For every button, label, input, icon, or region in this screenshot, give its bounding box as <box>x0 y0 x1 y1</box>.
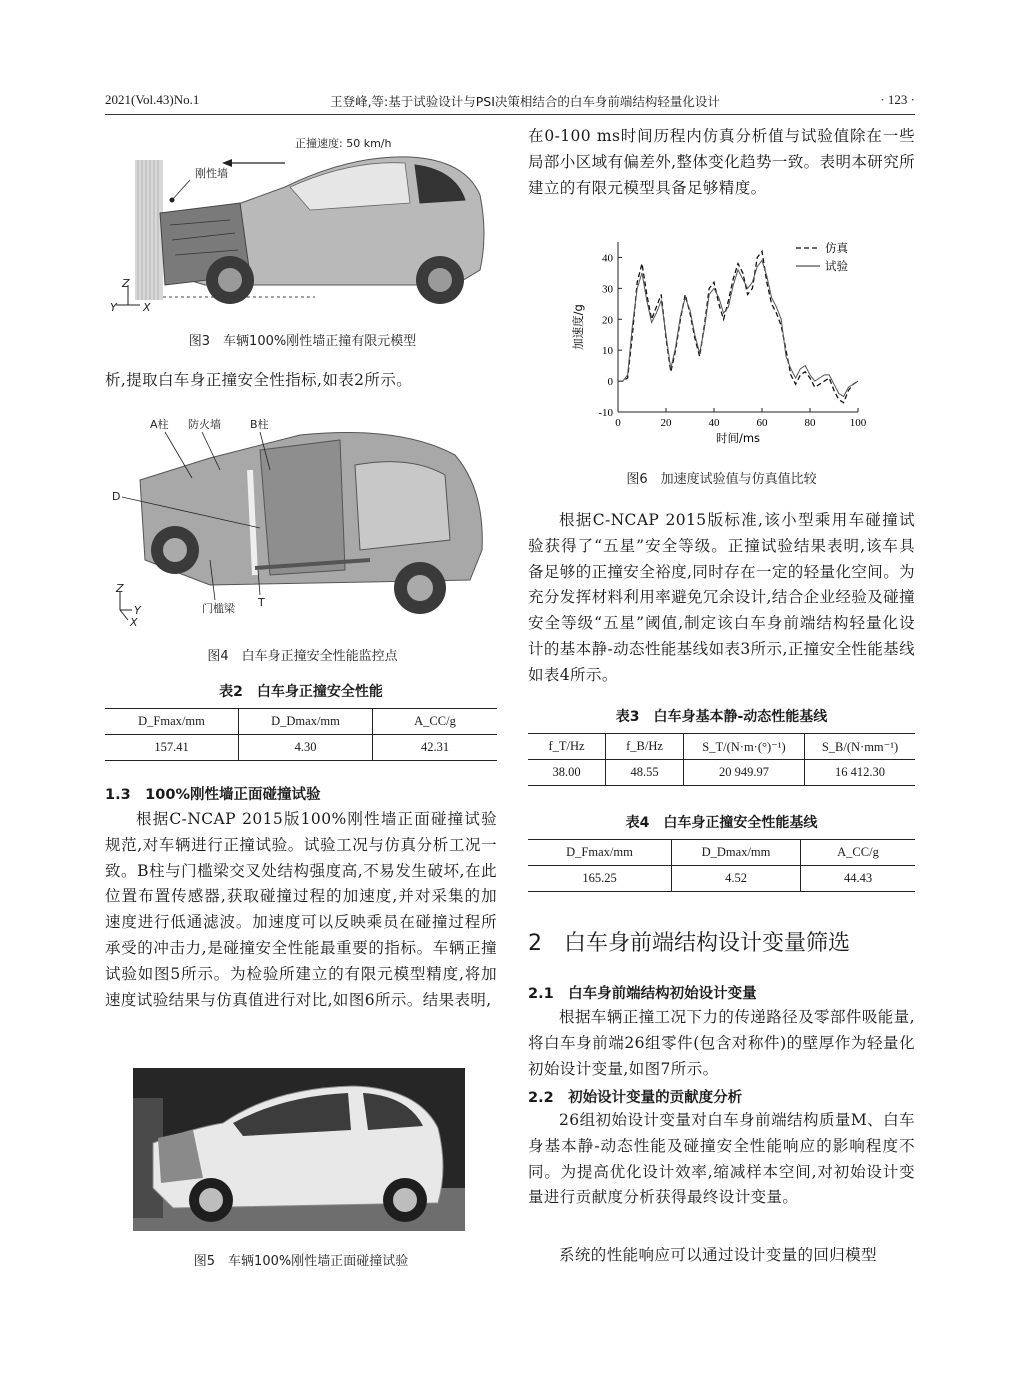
section-2-1-body: 根据车辆正撞工况下力的传递路径及零部件吸能量,将白车身前端26组零件(包含对称件)的壁厚作为轻量化初始设计变量,如图7所示。 <box>528 1008 915 1078</box>
table2-header: D_Dmax/mm <box>239 709 373 735</box>
table-4 <box>528 839 915 892</box>
section-2-title: 2 白车身前端结构设计变量筛选 <box>528 931 850 956</box>
series-line-test <box>618 261 858 397</box>
x-axis-label: 时间/ms <box>715 431 761 445</box>
x-tick-label: 0 <box>615 417 621 429</box>
section-2-2-title: 2.2 初始设计变量的贡献度分析 <box>528 1090 743 1106</box>
fig3-caption: 图3 车辆100%刚性墙正撞有限元模型 <box>188 334 417 349</box>
label-d: D <box>112 490 121 503</box>
section-2-1-title: 2.1 白车身前端结构初始设计变量 <box>528 986 757 1002</box>
right-para-1: 在0-100 ms时间历程内仿真分析值与试验值除在一些局部小区域有偏差外,整体变化趋势一致。表明本研究所建立的有限元模型具备足够精度。 <box>528 127 915 197</box>
acceleration-chart <box>560 230 880 455</box>
figure-6-chart <box>560 230 880 455</box>
legend-label: 试验 <box>825 259 848 273</box>
table2-title: 表2 白车身正撞安全性能 <box>219 684 383 700</box>
table4-title: 表4 白车身正撞安全性能基线 <box>625 815 818 831</box>
y-tick-label: 20 <box>602 314 613 327</box>
table2-header: D_Fmax/mm <box>105 709 239 735</box>
fig4-caption: 图4 白车身正撞安全性能监控点 <box>207 649 398 664</box>
table3-header: S_B/(N·mm⁻¹) <box>805 734 916 760</box>
table2-cell: 4.30 <box>239 735 373 761</box>
table3-cell: 16 412.30 <box>805 760 916 786</box>
figure-5-photo <box>133 1068 465 1231</box>
fig4-axis-y: Y <box>134 604 141 617</box>
table3-header: f_T/Hz <box>528 734 606 760</box>
fig5-caption: 图5 车辆100%刚性墙正面碰撞试验 <box>193 1254 409 1269</box>
table4-cell: 165.25 <box>528 866 672 892</box>
legend-label: 仿真 <box>825 241 848 255</box>
table4-cell: 4.52 <box>672 866 801 892</box>
right-para-2: 根据C-NCAP 2015版标准,该小型乘用车碰撞试验获得了“五星”安全等级。正撞试验结果表明,该车具备足够的正撞安全裕度,同时存在一定的轻量化空间。为充分发挥材料利用率避免冗余设计,结合企业经验及碰撞安全等级“五星”阈值,制定该白车身前端结构轻量化设计的基本静-动态性能基线如表3所示,正撞安全性能基线如表4所示。 <box>528 511 915 684</box>
label-b-pillar: B柱 <box>250 418 269 431</box>
table3-title: 表3 白车身基本静-动态性能基线 <box>615 709 828 725</box>
label-a-pillar: A柱 <box>150 418 169 431</box>
fig6-caption: 图6 加速度试验值与仿真值比较 <box>626 472 817 487</box>
section-1-3-title: 1.3 100%刚性墙正面碰撞试验 <box>105 787 321 803</box>
label-t: T <box>258 596 265 609</box>
table-2 <box>105 708 497 761</box>
x-tick-label: 20 <box>660 417 672 429</box>
fig4-axis-z: Z <box>116 582 124 595</box>
table3-cell: 20 949.97 <box>684 760 805 786</box>
x-tick-label: 80 <box>804 417 816 429</box>
section-2-2-body: 26组初始设计变量对白车身前端结构质量M、白车身基本静-动态性能及碰撞安全性能响应的影响程度不同。为提高优化设计效率,缩减样本空间,对初始设计变量进行贡献度分析获得最终设计变量。 <box>528 1111 915 1207</box>
y-axis-label: 加速度/g <box>571 304 585 350</box>
header-left: 2021(Vol.43)No.1 <box>105 92 200 107</box>
table3-header: f_B/Hz <box>606 734 684 760</box>
wall-label: 刚性墙 <box>195 167 228 180</box>
series-line-simulation <box>618 251 858 402</box>
y-tick-label: 40 <box>602 252 613 265</box>
label-firewall: 防火墙 <box>188 418 221 431</box>
table4-cell: 44.43 <box>801 866 916 892</box>
y-tick-label: -10 <box>598 407 613 419</box>
y-tick-label: 10 <box>602 345 613 358</box>
left-para-1: 析,提取白车身正撞安全性指标,如表2所示。 <box>105 371 413 389</box>
fig3-axis-x: X <box>143 301 151 314</box>
table3-cell: 38.00 <box>528 760 606 786</box>
y-tick-label: 30 <box>602 283 613 296</box>
figure-4 <box>110 410 500 635</box>
table3-cell: 48.55 <box>606 760 684 786</box>
section-2-2-body-2: 系统的性能响应可以通过设计变量的回归模型 <box>559 1246 878 1264</box>
table4-header: D_Fmax/mm <box>528 840 672 866</box>
x-tick-label: 60 <box>756 417 768 429</box>
header-rule <box>105 114 915 115</box>
section-1-3-body: 根据C-NCAP 2015版100%刚性墙正面碰撞试验规范,对车辆进行正撞试验。试验工况与仿真分析工况一致。B柱与门槛梁交叉处结构强度高,不易发生破坏,在此位置布置传感器,获取碰撞过程的加速度,并对采集的加速度进行低通滤波。加速度可以反映乘员在碰撞过程所承受的冲击力,是碰撞安全性能最重要的指标。车辆正撞试验如图5所示。为检验所建立的有限元模型精度,将加速度试验结果与仿真值进行对比,如图6所示。结果表明, <box>105 810 497 1009</box>
table2-cell: 157.41 <box>105 735 239 761</box>
table-3 <box>528 733 915 786</box>
table2-header: A_CC/g <box>373 709 498 735</box>
table3-header: S_T/(N·m·(°)⁻¹) <box>684 734 805 760</box>
x-tick-label: 100 <box>849 417 867 429</box>
speed-label: 正撞速度: 50 km/h <box>295 137 392 150</box>
fig4-axis-x: X <box>130 616 138 629</box>
y-tick-label: 0 <box>607 376 613 389</box>
table4-header: D_Dmax/mm <box>672 840 801 866</box>
table2-cell: 42.31 <box>373 735 498 761</box>
header-center: 王登峰,等:基于试验设计与PSI决策相结合的白车身前端结构轻量化设计 <box>330 94 720 109</box>
label-sill: 门槛梁 <box>202 602 235 615</box>
header-right: · 123 · <box>880 92 915 107</box>
figure-3 <box>110 125 500 320</box>
table4-header: A_CC/g <box>801 840 916 866</box>
x-tick-label: 40 <box>708 417 720 429</box>
fig3-axis-y: Y <box>110 301 117 314</box>
fig3-axis-z: Z <box>122 277 130 290</box>
